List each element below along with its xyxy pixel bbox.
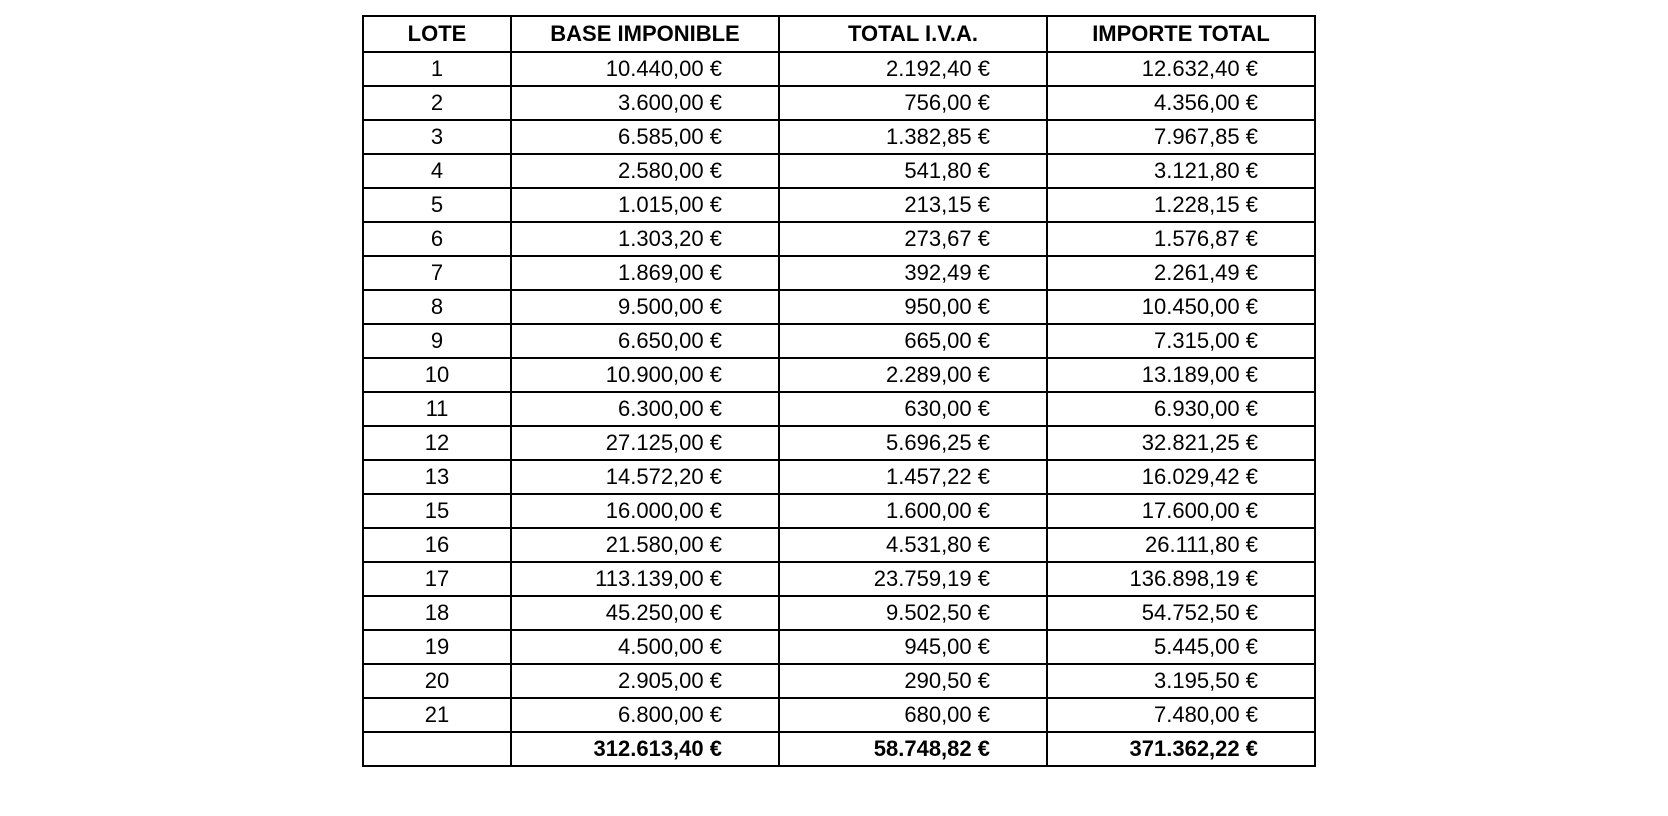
total-iva-cell: 665,00 € bbox=[779, 324, 1047, 358]
totals-total-cell: 371.362,22 € bbox=[1047, 732, 1315, 766]
lote-cell: 3 bbox=[363, 120, 511, 154]
header-row bbox=[363, 16, 1315, 52]
table-header bbox=[363, 16, 1315, 52]
lote-cell: 16 bbox=[363, 528, 511, 562]
total-iva-cell: 9.502,50 € bbox=[779, 596, 1047, 630]
importe-total-cell: 3.195,50 € bbox=[1047, 664, 1315, 698]
importe-total-cell: 7.315,00 € bbox=[1047, 324, 1315, 358]
lote-cell: 4 bbox=[363, 154, 511, 188]
importe-total-cell: 13.189,00 € bbox=[1047, 358, 1315, 392]
table-row bbox=[363, 494, 1315, 528]
base-imponible-cell: 6.300,00 € bbox=[511, 392, 779, 426]
base-imponible-cell: 16.000,00 € bbox=[511, 494, 779, 528]
table-row bbox=[363, 256, 1315, 290]
total-iva-cell: 4.531,80 € bbox=[779, 528, 1047, 562]
importe-total-cell: 136.898,19 € bbox=[1047, 562, 1315, 596]
table-row bbox=[363, 120, 1315, 154]
table-row bbox=[363, 222, 1315, 256]
lote-cell: 15 bbox=[363, 494, 511, 528]
lote-cell: 1 bbox=[363, 52, 511, 86]
totals-iva-cell: 58.748,82 € bbox=[779, 732, 1047, 766]
lote-cell: 20 bbox=[363, 664, 511, 698]
lote-cell: 21 bbox=[363, 698, 511, 732]
importe-total-cell: 5.445,00 € bbox=[1047, 630, 1315, 664]
importe-total-cell: 32.821,25 € bbox=[1047, 426, 1315, 460]
importe-total-cell: 17.600,00 € bbox=[1047, 494, 1315, 528]
table-row bbox=[363, 630, 1315, 664]
table-footer bbox=[363, 732, 1315, 766]
importe-total-cell: 3.121,80 € bbox=[1047, 154, 1315, 188]
totals-base-cell: 312.613,40 € bbox=[511, 732, 779, 766]
base-imponible-cell: 6.800,00 € bbox=[511, 698, 779, 732]
total-iva-cell: 392,49 € bbox=[779, 256, 1047, 290]
lote-cell: 10 bbox=[363, 358, 511, 392]
table-row bbox=[363, 324, 1315, 358]
base-imponible-cell: 113.139,00 € bbox=[511, 562, 779, 596]
totals-lote-cell bbox=[363, 732, 511, 766]
lotes-table bbox=[362, 15, 1316, 767]
importe-total-cell: 54.752,50 € bbox=[1047, 596, 1315, 630]
base-imponible-cell: 14.572,20 € bbox=[511, 460, 779, 494]
base-imponible-cell: 21.580,00 € bbox=[511, 528, 779, 562]
total-iva-cell: 5.696,25 € bbox=[779, 426, 1047, 460]
importe-total-cell: 16.029,42 € bbox=[1047, 460, 1315, 494]
total-iva-cell: 2.192,40 € bbox=[779, 52, 1047, 86]
lote-cell: 5 bbox=[363, 188, 511, 222]
importe-total-cell: 12.632,40 € bbox=[1047, 52, 1315, 86]
lote-cell: 2 bbox=[363, 86, 511, 120]
total-iva-cell: 680,00 € bbox=[779, 698, 1047, 732]
base-imponible-cell: 6.650,00 € bbox=[511, 324, 779, 358]
importe-total-cell: 10.450,00 € bbox=[1047, 290, 1315, 324]
header-base-imponible: BASE IMPONIBLE bbox=[511, 16, 779, 52]
total-iva-cell: 541,80 € bbox=[779, 154, 1047, 188]
base-imponible-cell: 4.500,00 € bbox=[511, 630, 779, 664]
total-iva-cell: 273,67 € bbox=[779, 222, 1047, 256]
table-body bbox=[363, 52, 1315, 732]
base-imponible-cell: 10.440,00 € bbox=[511, 52, 779, 86]
importe-total-cell: 6.930,00 € bbox=[1047, 392, 1315, 426]
lote-cell: 12 bbox=[363, 426, 511, 460]
total-iva-cell: 950,00 € bbox=[779, 290, 1047, 324]
base-imponible-cell: 27.125,00 € bbox=[511, 426, 779, 460]
table-row bbox=[363, 596, 1315, 630]
table-row bbox=[363, 290, 1315, 324]
base-imponible-cell: 45.250,00 € bbox=[511, 596, 779, 630]
lote-cell: 17 bbox=[363, 562, 511, 596]
lote-cell: 9 bbox=[363, 324, 511, 358]
table-row bbox=[363, 392, 1315, 426]
importe-total-cell: 7.480,00 € bbox=[1047, 698, 1315, 732]
base-imponible-cell: 1.303,20 € bbox=[511, 222, 779, 256]
total-iva-cell: 630,00 € bbox=[779, 392, 1047, 426]
total-iva-cell: 290,50 € bbox=[779, 664, 1047, 698]
lote-cell: 8 bbox=[363, 290, 511, 324]
table-row bbox=[363, 698, 1315, 732]
table-row bbox=[363, 562, 1315, 596]
table-row bbox=[363, 358, 1315, 392]
lote-cell: 19 bbox=[363, 630, 511, 664]
base-imponible-cell: 2.905,00 € bbox=[511, 664, 779, 698]
header-total-iva: TOTAL I.V.A. bbox=[779, 16, 1047, 52]
total-iva-cell: 1.382,85 € bbox=[779, 120, 1047, 154]
table-row bbox=[363, 52, 1315, 86]
total-iva-cell: 945,00 € bbox=[779, 630, 1047, 664]
importe-total-cell: 7.967,85 € bbox=[1047, 120, 1315, 154]
total-iva-cell: 2.289,00 € bbox=[779, 358, 1047, 392]
table-row bbox=[363, 188, 1315, 222]
base-imponible-cell: 2.580,00 € bbox=[511, 154, 779, 188]
importe-total-cell: 1.228,15 € bbox=[1047, 188, 1315, 222]
base-imponible-cell: 9.500,00 € bbox=[511, 290, 779, 324]
lote-cell: 18 bbox=[363, 596, 511, 630]
base-imponible-cell: 1.015,00 € bbox=[511, 188, 779, 222]
base-imponible-cell: 6.585,00 € bbox=[511, 120, 779, 154]
importe-total-cell: 26.111,80 € bbox=[1047, 528, 1315, 562]
importe-total-cell: 2.261,49 € bbox=[1047, 256, 1315, 290]
importe-total-cell: 4.356,00 € bbox=[1047, 86, 1315, 120]
header-importe-total: IMPORTE TOTAL bbox=[1047, 16, 1315, 52]
lote-cell: 7 bbox=[363, 256, 511, 290]
table-row bbox=[363, 528, 1315, 562]
total-iva-cell: 1.457,22 € bbox=[779, 460, 1047, 494]
base-imponible-cell: 3.600,00 € bbox=[511, 86, 779, 120]
lote-cell: 13 bbox=[363, 460, 511, 494]
total-iva-cell: 213,15 € bbox=[779, 188, 1047, 222]
total-iva-cell: 756,00 € bbox=[779, 86, 1047, 120]
base-imponible-cell: 10.900,00 € bbox=[511, 358, 779, 392]
table-row bbox=[363, 460, 1315, 494]
table-row bbox=[363, 426, 1315, 460]
table-row bbox=[363, 154, 1315, 188]
table-row bbox=[363, 664, 1315, 698]
base-imponible-cell: 1.869,00 € bbox=[511, 256, 779, 290]
lote-cell: 11 bbox=[363, 392, 511, 426]
lote-cell: 6 bbox=[363, 222, 511, 256]
total-iva-cell: 1.600,00 € bbox=[779, 494, 1047, 528]
importe-total-cell: 1.576,87 € bbox=[1047, 222, 1315, 256]
header-lote: LOTE bbox=[363, 16, 511, 52]
total-iva-cell: 23.759,19 € bbox=[779, 562, 1047, 596]
table-row bbox=[363, 86, 1315, 120]
totals-row bbox=[363, 732, 1315, 766]
